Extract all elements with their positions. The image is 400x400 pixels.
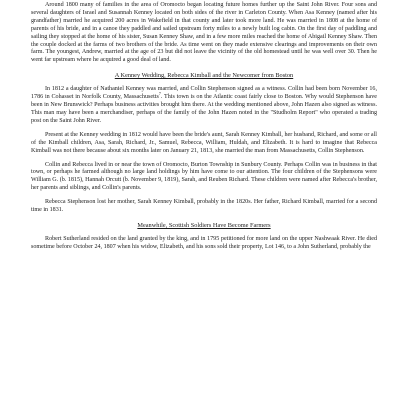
paragraph-stephenson-children: Collin and Rebecca lived in or near the town of Oromocto, Burton Township in Sunbury County. Perhaps Collin was in business in that town, or perhaps he farmed although no large land holdings by him have come to our attention. The four children of the Stephensons were William G. (b. 1815), Hannah Orcutt (b. November 9, 1819), Sarah, and Reuben Richard. These children were named after Rebecca's brother, her parents and siblings, and Collin's parents.	[31, 161, 377, 192]
footnote-marker: 7	[158, 91, 161, 97]
paragraph-robert-sutherland: Robert Sutherland resided on the land granted by the king, and in 1795 petitioned for more land on the upper Nashwaak River. He died sometime before October 24, 1807 when his widow, Elizabeth, and his sons sold their property, Lot 146, to a John Sutherland, probably the	[31, 235, 377, 250]
paragraph-text: In 1812 a daughter of Nathaniel Kenney was married, and Collin Stephenson signed as a witness. Collin had been born November 16, 1786 in Cohasset in Norfolk County, Massachusetts	[31, 86, 377, 101]
section-heading-kenney-wedding: A Kenney Wedding, Rebecca Kimball and the Newcomer from Boston	[114, 72, 294, 80]
intro-paragraph: Around 1800 many of families in the area of Oromocto began locating future homes further up the Saint John River. Four sons and several daughters of Israel and Susannah Kenney located on both sides of the river in Carleton County. When Asa Kenney (named after his grandfather) married he acquired 200 acres in Wakefield in that county and later took more land. He was married in 1808 at the home of parents of his bride, and in a canoe they paddled and sailed upstream forty miles to a newly built log cabin. On the first day of paddling and sailing they stopped at the home of his sister, Susan Kenney Shaw, and in a few more miles reached the home of Abigail Kenney Shaw. Then the couple docked at the farms of two brothers of the bride. As time went on they made extensive clearings and improvements on their own farm. The youngest, Andrew, married at the age of 23 but did not leave the vicinity of the old homestead until he was well over 30. Then he went far upstream where he acquired a good deal of land.	[31, 2, 377, 64]
paragraph-kimball-family: Present at the Kenney wedding in 1812 would have been the bride's aunt, Sarah Kenney Kimball, her husband, Richard, and some or all of the Kimball children, Asa, Sarah, Richard, Jr., Samuel, Rebecca, William, Huldah, and Elizabeth. It is hard to imagine that Rebecca Kimball was not there because about six months later on January 21, 1813, she married the man from Massachusetts, Collin Stephenson.	[31, 131, 377, 154]
paragraph-1812-wedding	[31, 86, 377, 126]
paragraph-text: . This town is on the Atlantic coast fairly close to Boston. Why would Stephenson have been in New Brunswick? Perhaps business activities brought him there. At the wedding mentioned above, John Hazen also signed as witness. This man may have been a merchandiser, perhaps of the family of the John Hazen noted in the "Studholm Report" who operated a trading post on the Saint John River.	[31, 94, 377, 124]
paragraph-rebecca-mother: Rebecca Stephenson lost her mother, Sarah Kenney Kimball, probably in the 1820s. Her father, Richard Kimball, married for a second time in 1831.	[31, 199, 377, 214]
section-heading-scottish-soldiers: Meanwhile, Scottish Soldiers Have Become Farmers	[137, 221, 271, 229]
